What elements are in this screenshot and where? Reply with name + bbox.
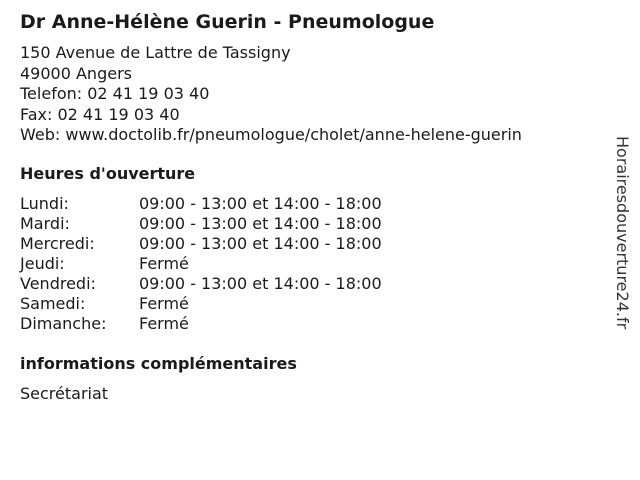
hours-time: Fermé	[139, 294, 189, 313]
phone-number: Telefon: 02 41 19 03 40	[20, 84, 210, 103]
additional-info-heading: informations complémentaires	[20, 354, 297, 373]
additional-info-text: Secrétariat	[20, 384, 109, 403]
hours-time: 09:00 - 13:00 et 14:00 - 18:00	[139, 214, 382, 233]
hours-day: Dimanche:	[20, 314, 107, 333]
opening-hours-table	[20, 194, 382, 334]
hours-row-mardi	[20, 214, 382, 234]
opening-hours-heading: Heures d'ouverture	[20, 164, 196, 183]
hours-day: Lundi:	[20, 194, 69, 213]
hours-day: Mardi:	[20, 214, 70, 233]
fax-number: Fax: 02 41 19 03 40	[20, 104, 180, 124]
website-link[interactable]: Web: www.doctolib.fr/pneumologue/cholet/anne-helene-guerin	[20, 125, 522, 144]
page-title: Dr Anne-Hélène Guerin - Pneumologue	[20, 11, 435, 33]
hours-time: Fermé	[139, 314, 189, 333]
hours-row-samedi	[20, 294, 382, 314]
hours-row-lundi	[20, 194, 382, 214]
hours-time: 09:00 - 13:00 et 14:00 - 18:00	[139, 194, 382, 213]
hours-day: Mercredi:	[20, 234, 95, 253]
hours-row-jeudi	[20, 254, 382, 274]
hours-row-mercredi	[20, 234, 382, 254]
hours-row-vendredi	[20, 274, 382, 294]
hours-time: 09:00 - 13:00 et 14:00 - 18:00	[139, 274, 382, 293]
hours-row-dimanche	[20, 314, 382, 334]
hours-day: Jeudi:	[20, 254, 65, 273]
hours-time: 09:00 - 13:00 et 14:00 - 18:00	[139, 234, 382, 253]
hours-day: Vendredi:	[20, 274, 96, 293]
hours-day: Samedi:	[20, 294, 86, 313]
street-address: 150 Avenue de Lattre de Tassigny	[20, 43, 291, 62]
site-watermark: Horairesdouverture24.fr	[613, 136, 632, 330]
city-postcode: 49000 Angers	[20, 63, 132, 83]
hours-time: Fermé	[139, 254, 189, 273]
contact-block	[20, 43, 522, 146]
